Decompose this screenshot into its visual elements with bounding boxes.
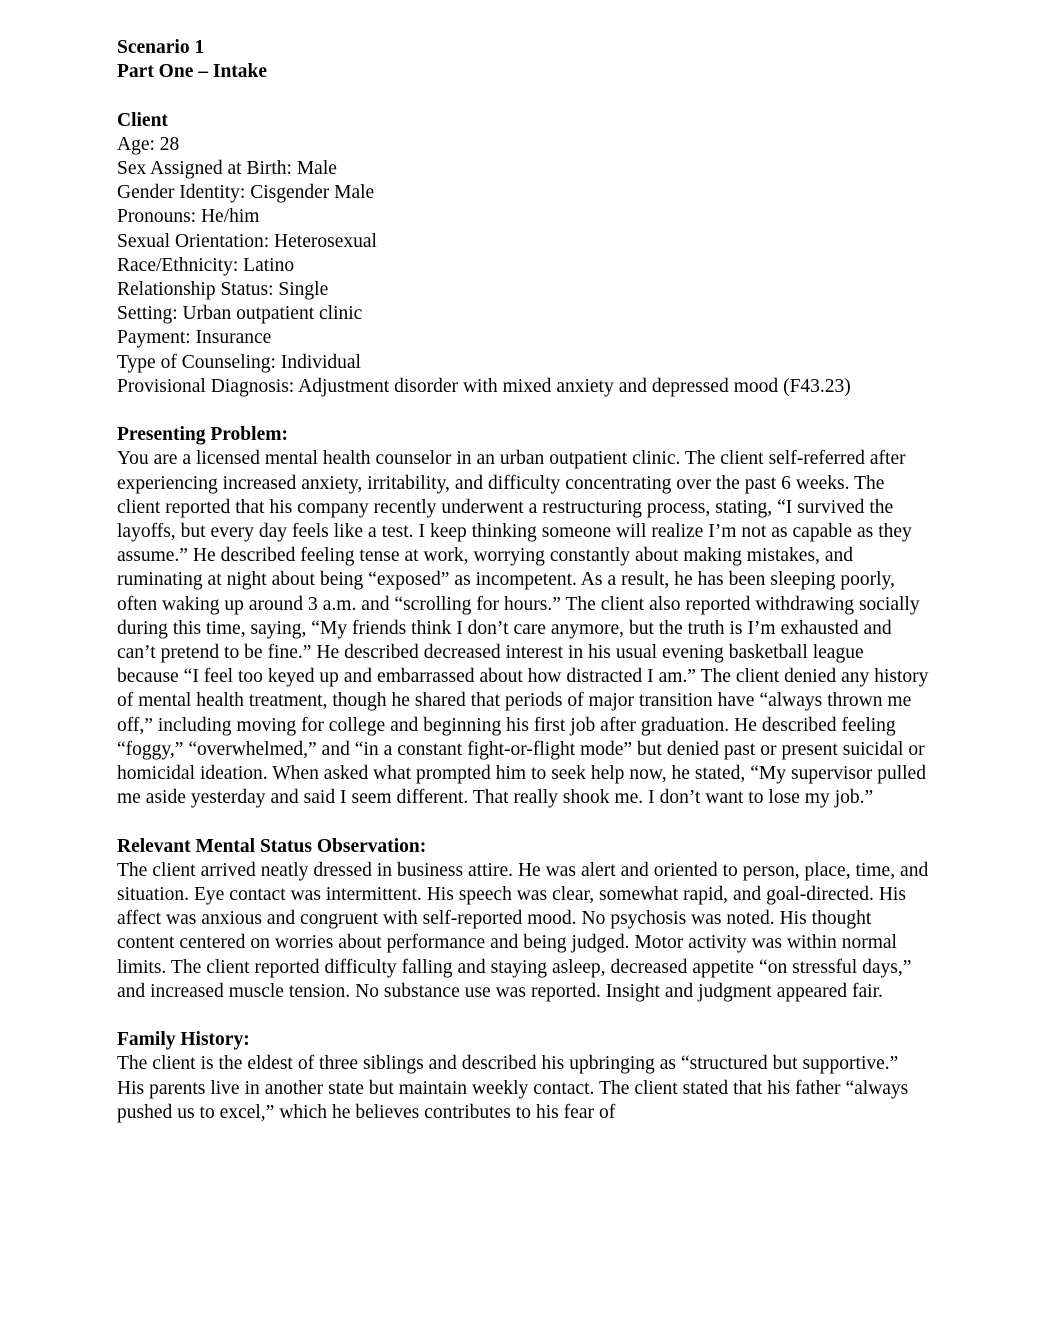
- family-history-body: The client is the eldest of three siblings and described his upbringing as “structured but supportive.” His parents live in another state but maintain weekly contact. The client stated that his father “always pushed us to excel,” which he believes contributes to his fear of: [117, 1053, 909, 1123]
- mental-status-spacer: [117, 810, 930, 834]
- title-spacer: [117, 84, 930, 108]
- client-field-setting: Setting: Urban outpatient clinic: [117, 303, 363, 325]
- document-title-block: [117, 36, 930, 84]
- client-field-provisional-diagnosis: Provisional Diagnosis: Adjustment disorder with mixed anxiety and depressed mood (F43.23): [117, 375, 851, 397]
- mental-status-observation-section: [117, 835, 930, 1004]
- client-field-sexual-orientation: Sexual Orientation: Heterosexual: [117, 230, 377, 252]
- client-field-payment: Payment: Insurance: [117, 327, 272, 349]
- client-demographics-section: [117, 109, 930, 399]
- family-history-heading: Family History:: [117, 1029, 250, 1051]
- client-field-pronouns: Pronouns: He/him: [117, 206, 260, 228]
- client-field-age: Age: 28: [117, 133, 180, 155]
- mental-status-observation-body: The client arrived neatly dressed in business attire. He was alert and oriented to person, place, time, and situation. Eye contact was intermittent. His speech was clear, somewhat rapid, and goal-directed. His affect was anxious and congruent with self-reported mood. No psychosis was noted. His thought content centered on worries about performance and being judged. Motor activity was within normal limits. The client reported difficulty falling and staying asleep, decreased appetite “on stressful days,” and increased muscle tension. No substance use was reported. Insight and judgment appeared fair.: [117, 859, 929, 1002]
- family-history-spacer: [117, 1004, 930, 1028]
- presenting-problem-heading: Presenting Problem:: [117, 424, 288, 446]
- client-field-sex-assigned-at-birth: Sex Assigned at Birth: Male: [117, 158, 337, 179]
- mental-status-observation-heading: Relevant Mental Status Observation:: [117, 835, 427, 857]
- presenting-problem-body: You are a licensed mental health counselor in an urban outpatient clinic. The client self-referred after experiencing increased anxiety, irritability, and difficulty concentrating over the past 6 weeks. The client reported that his company recently underwent a restructuring process, stating, “I survived the layoffs, but every day feels like a test. I keep thinking someone will realize I’m not as capable as they assume.” He described feeling tense at work, worrying constantly about making mistakes, and ruminating at night about being “exposed” as incompetent. As a result, he has been sleeping poorly, often waking up around 3 a.m. and “scrolling for hours.” The client also reported withdrawing socially during this time, saying, “My friends think I don’t care anymore, but the truth is I’m exhausted and can’t pretend to be fine.” He described decreased interest in his usual evening basketball league because “I feel too keyed up and embarrassed about how distracted I am.” The client denied any history of mental health treatment, though he shared that periods of major transition have “always thrown me off,” including moving for college and beginning his first job after graduation. He described feeling “foggy,” “overwhelmed,” and “in a constant fight-or-flight mode” but denied past or present suicidal or homicidal ideation. When asked what prompted him to seek help now, he stated, “My supervisor pulled me aside yesterday and said I seem different. That really shook me. I don’t want to lose my job.”: [117, 448, 929, 809]
- document-title-line-1: Scenario 1: [117, 37, 205, 58]
- client-field-gender-identity: Gender Identity: Cisgender Male: [117, 182, 375, 204]
- client-field-type-of-counseling: Type of Counseling: Individual: [117, 351, 361, 373]
- client-field-race-ethnicity: Race/Ethnicity: Latino: [117, 254, 295, 276]
- presenting-problem-section: [117, 423, 930, 810]
- document-title-line-2: Part One – Intake: [117, 61, 268, 83]
- client-section-heading: Client: [117, 109, 168, 131]
- presenting-problem-spacer: [117, 399, 930, 423]
- family-history-section: [117, 1028, 930, 1125]
- client-field-relationship-status: Relationship Status: Single: [117, 279, 329, 301]
